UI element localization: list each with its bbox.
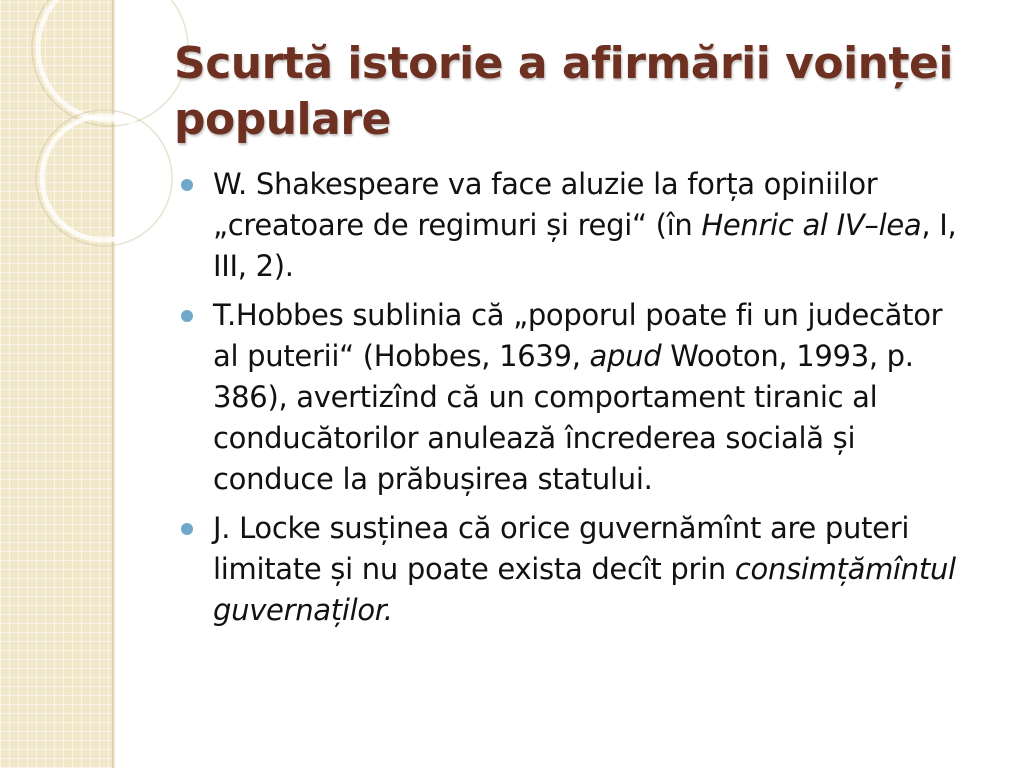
bullet-text-italic: consimțămîntul guvernaților.: [213, 552, 956, 627]
bullet-dot-icon: [181, 179, 193, 191]
bullet-dot-icon: [181, 523, 193, 535]
bullet-list: [176, 164, 966, 639]
bullet-text-italic: Henric al IV–lea: [701, 208, 922, 242]
bullet-text: Wooton, 1993, p. 386), avertizînd că un comportament tiranic al conducătorilor anulează încrederea socială și conduce la prăbușirea statului.: [213, 339, 914, 496]
bullet-text: T.Hobbes sublinia că „poporul poate fi un judecător al puterii“ (Hobbes, 1639,: [213, 298, 943, 373]
bullet-item: [176, 508, 966, 631]
bullet-dot-icon: [181, 310, 193, 322]
bullet-text: J. Locke susținea că orice guvernămînt are puteri limitate și nu poate exista decît prin: [213, 511, 910, 586]
decorative-rings-icon: [0, 0, 200, 260]
slide-title: Scurtă istorie a afirmării voinței populare: [174, 38, 953, 145]
bullet-text: , I, III, 2).: [213, 208, 957, 283]
bullet-item: [176, 164, 966, 287]
bullet-text-italic: apud: [589, 339, 662, 373]
bullet-item: [176, 295, 966, 500]
bullet-text: W. Shakespeare va face aluzie la forța opiniilor „creatoare de regimuri și regi“ (în: [213, 167, 878, 242]
